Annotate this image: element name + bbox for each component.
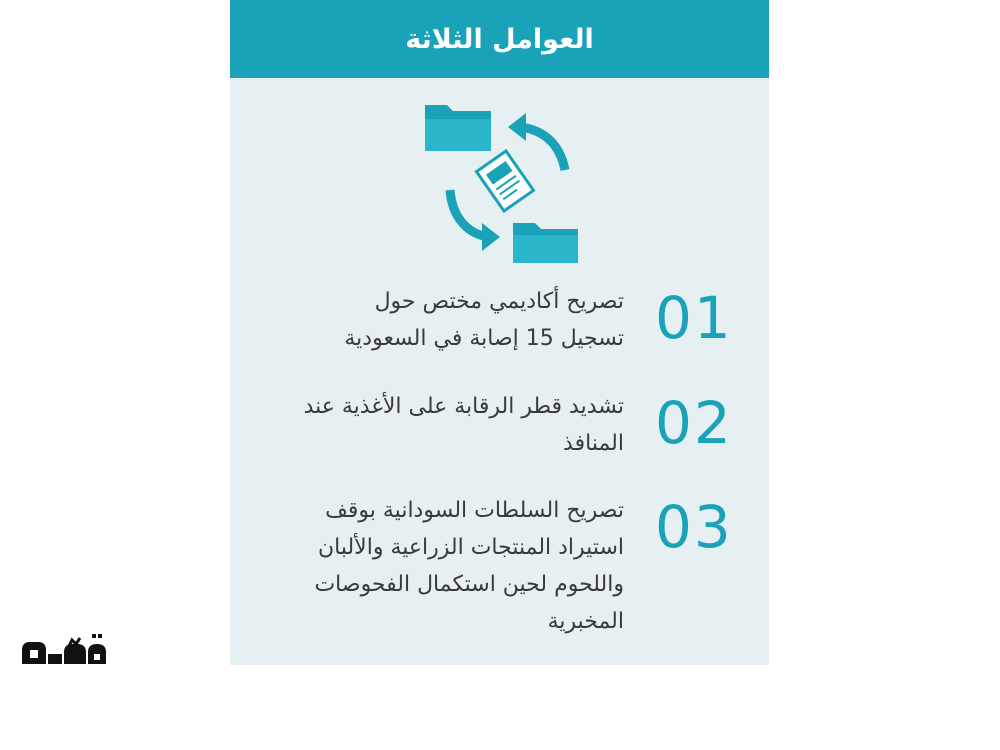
- item-text-line: تسجيل 15 إصابة في السعودية: [344, 326, 624, 351]
- header-title: العوامل الثلاثة: [405, 23, 594, 55]
- item-text: [244, 388, 624, 462]
- lower-arrow-icon: [450, 190, 500, 251]
- item-text-line: واللحوم لحين استكمال الفحوصات: [314, 572, 624, 597]
- upper-arrow-icon: [508, 113, 565, 170]
- item-text: [244, 283, 624, 357]
- item-text-line: تصريح أكاديمي مختص حول: [374, 289, 624, 314]
- top-folder-icon: [425, 105, 491, 151]
- item-text-line: تشديد قطر الرقابة على الأغذية عند: [303, 394, 624, 419]
- document-icon: [476, 151, 533, 211]
- item-text-line: المخبرية: [547, 609, 624, 634]
- item-text-line: تصريح السلطات السودانية بوقف: [325, 498, 624, 523]
- infographic-card: [230, 0, 769, 665]
- item-text-line: المنافذ: [563, 431, 624, 456]
- bottom-folder-icon: [513, 223, 578, 263]
- item-number: 02: [655, 389, 733, 457]
- item-number: 01: [655, 284, 733, 352]
- item-number: 03: [655, 493, 733, 561]
- makkah-newspaper-logo: [18, 628, 110, 668]
- cycle-arrows-icon: [420, 95, 590, 265]
- item-text-line: استيراد المنتجات الزراعية والألبان: [317, 535, 624, 560]
- item-text: [244, 492, 624, 640]
- header-bar: [230, 0, 769, 78]
